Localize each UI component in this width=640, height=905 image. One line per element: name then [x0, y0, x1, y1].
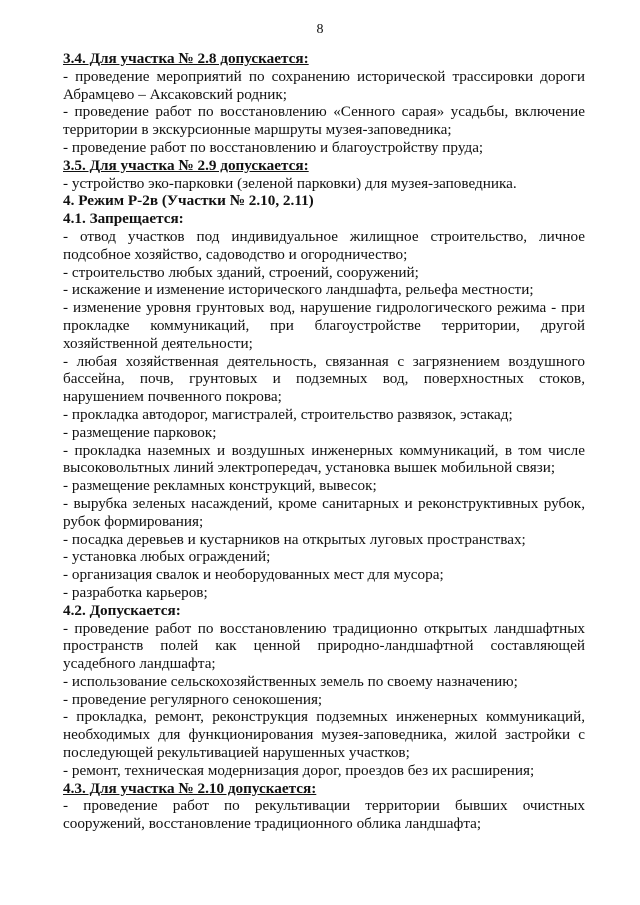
paragraph: - размещение рекламных конструкций, вывесок; — [63, 477, 377, 495]
paragraph: - прокладка, ремонт, реконструкция подземных инженерных коммуникаций, необходимых для функционирования музея-заповедника, жилой застройки с последующей рекультивацией нарушенных участков; — [63, 708, 585, 762]
paragraph: - ремонт, техническая модернизация дорог, проездов без их расширения; — [63, 761, 535, 779]
paragraph: - искажение и изменение исторического ландшафта, рельефа местности; — [63, 281, 534, 299]
paragraph: - проведение мероприятий по сохранению исторической трассировки дороги Абрамцево – Аксаковский родник; — [63, 67, 585, 103]
paragraph: - устройство эко-парковки (зеленой парковки) для музея-заповедника. — [63, 174, 517, 192]
paragraph: - изменение уровня грунтовых вод, нарушение гидрологического режима - при прокладке коммуникаций, при благоустройстве территории, другой хозяйственной деятельности; — [63, 299, 585, 352]
document-body — [63, 50, 585, 833]
paragraph: - проведение работ по восстановлению традиционно открытых ландшафтных пространств полей как ценной природно-ландшафтной составляющей усадебного ландшафта; — [63, 619, 585, 673]
paragraph: - проведение работ по рекультивации территории бывших очистных сооружений, восстановление традиционного облика ландшафта; — [63, 797, 585, 833]
paragraph: - разработка карьеров; — [63, 583, 208, 601]
paragraph: - посадка деревьев и кустарников на открытых луговых пространствах; — [63, 530, 526, 548]
paragraph: - проведение работ по восстановлению «Сенного сарая» усадьбы, включение территории в экскурсионные маршруты музея-заповедника; — [63, 103, 585, 139]
section-heading: 4.2. Допускается: — [63, 601, 181, 619]
paragraph: - проведение регулярного сенокошения; — [63, 690, 323, 708]
paragraph: - отвод участков под индивидуальное жилищное строительство, личное подсобное хозяйство, садоводство и огородничество; — [63, 227, 585, 263]
paragraph: - строительство любых зданий, строений, сооружений; — [63, 263, 419, 281]
paragraph: - вырубка зеленых насаждений, кроме санитарных и реконструктивных рубок, рубок формирования; — [63, 494, 585, 530]
paragraph: - прокладка наземных и воздушных инженерных коммуникаций, в том числе высоковольтных линий электропередач, установка вышек мобильной связи; — [63, 441, 585, 477]
paragraph: - проведение работ по восстановлению и благоустройству пруда; — [63, 138, 484, 156]
section-heading: 3.5. Для участка № 2.9 допускается: — [63, 156, 309, 174]
page-number: 8 — [316, 22, 324, 37]
paragraph: - установка любых ограждений; — [63, 548, 271, 566]
paragraph: - любая хозяйственная деятельность, связанная с загрязнением воздушного бассейна, почв, грунтовых и подземных вод, поверхностных стоков, нарушением почвенного покрова; — [63, 352, 585, 406]
section-heading: 4. Режим Р-2в (Участки № 2.10, 2.11) — [63, 192, 314, 210]
paragraph: - использование сельскохозяйственных земель по своему назначению; — [63, 672, 518, 690]
paragraph: - размещение парковок; — [63, 423, 217, 441]
section-heading: 4.3. Для участка № 2.10 допускается: — [63, 779, 317, 797]
section-heading: 3.4. Для участка № 2.8 допускается: — [63, 50, 309, 67]
section-heading: 4.1. Запрещается: — [63, 210, 184, 228]
paragraph: - прокладка автодорог, магистралей, строительство развязок, эстакад; — [63, 405, 513, 423]
paragraph: - организация свалок и необорудованных мест для мусора; — [63, 566, 444, 584]
